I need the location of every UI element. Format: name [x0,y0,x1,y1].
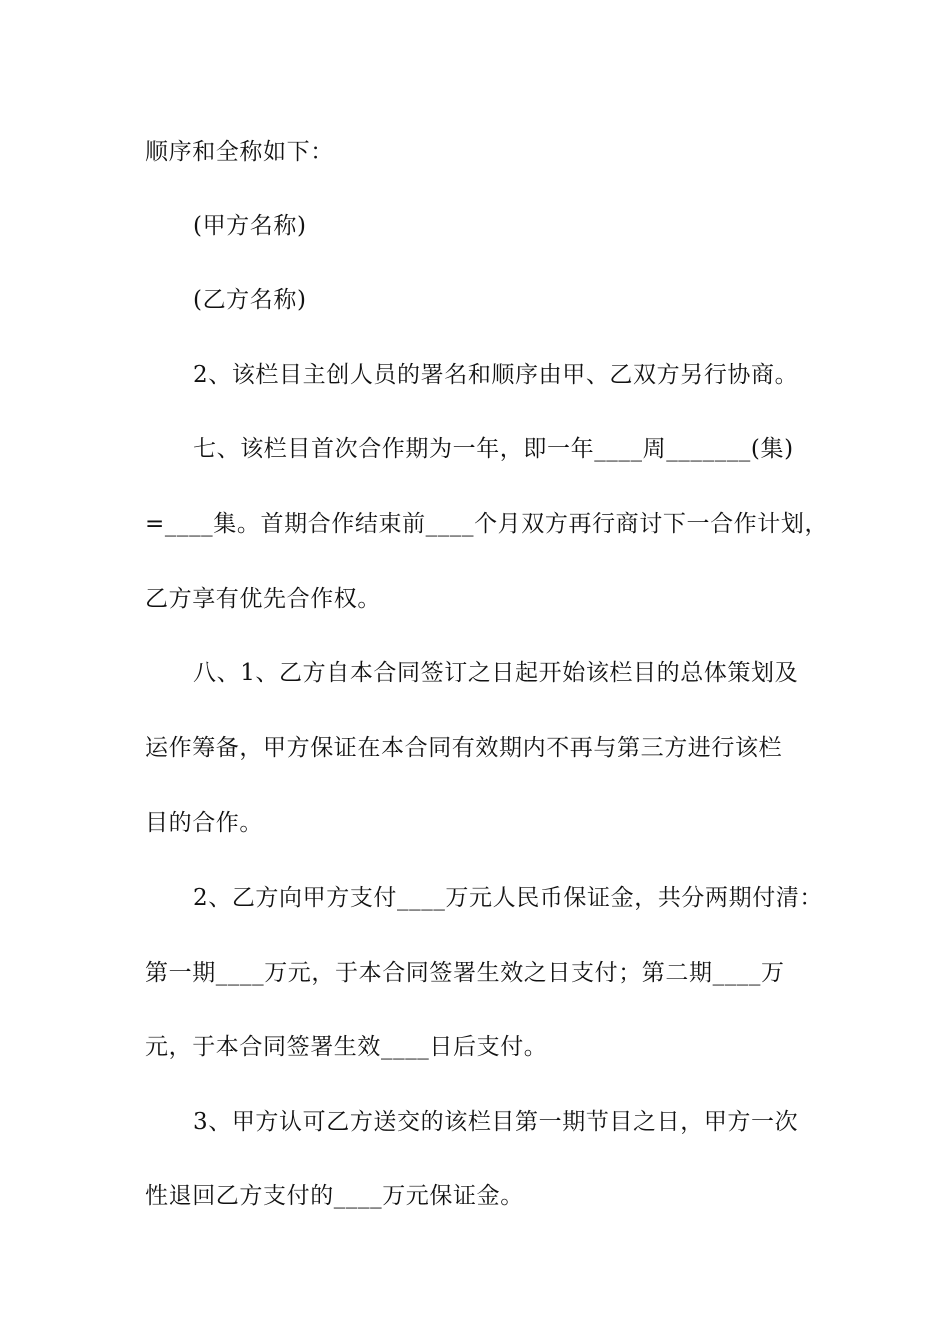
text-line: (乙方名称) [193,287,307,313]
text-line: 八、1、乙方自本合同签订之日起开始该栏目的总体策划及 [193,660,799,686]
text-line: 七、该栏目首次合作期为一年，即一年____周_______(集) [193,436,794,462]
text-line: (甲方名称) [193,213,307,239]
text-line: 顺序和全称如下： [145,139,334,165]
text-line: 2、该栏目主创人员的署名和顺序由甲、乙双方另行协商。 [193,362,799,388]
text-line: 乙方享有优先合作权。 [145,586,381,612]
text-line: 运作筹备，甲方保证在本合同有效期内不再与第三方进行该栏 [145,735,783,761]
text-line: =____集。首期合作结束前____个月双方再行商讨下一合作计划， [145,511,829,537]
text-line: 目的合作。 [145,810,263,836]
text-line: 性退回乙方支付的____万元保证金。 [145,1183,524,1209]
text-line: 第一期____万元，于本合同签署生效之日支付；第二期____万 [145,960,785,986]
text-line: 3、甲方认可乙方送交的该栏目第一期节目之日，甲方一次 [193,1109,799,1135]
text-line: 元，于本合同签署生效____日后支付。 [145,1034,548,1060]
text-line: 2、乙方向甲方支付____万元人民币保证金，共分两期付清： [193,885,824,911]
